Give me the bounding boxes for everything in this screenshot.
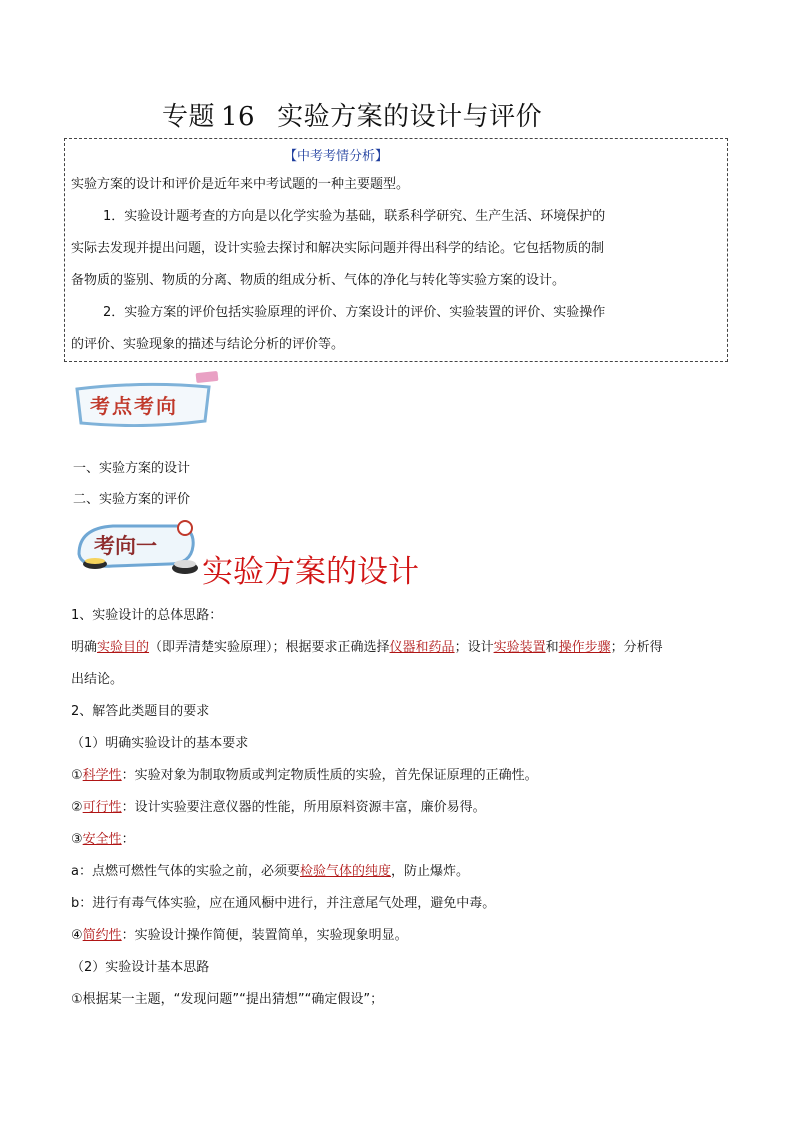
num: ③ xyxy=(71,832,83,847)
highlight-safety: 安全性 xyxy=(82,832,122,847)
outline-item-1: 一、实验方案的设计 xyxy=(73,461,191,476)
text-segment: ；分析得 xyxy=(610,640,663,655)
analysis-p1-line2: 实际去发现并提出问题，设计实验去探讨和解决实际问题并得出科学的结论。它包括物质的制 xyxy=(71,241,605,256)
req-feasible xyxy=(71,796,486,815)
highlight-apparatus: 实验装置 xyxy=(493,640,546,655)
text-segment: 明确 xyxy=(71,640,98,655)
title-text: 实验方案的设计与评价 xyxy=(277,102,543,132)
analysis-p2-line1: 2．实验方案的评价包括实验原理的评价、方案设计的评价、实验装置的评价、实验操作 xyxy=(103,305,606,320)
outline-item-2: 二、实验方案的评价 xyxy=(73,492,191,507)
highlight-purity: 检验气体的纯度 xyxy=(299,864,391,879)
text-segment: ：设计实验要注意仪器的性能，所用原料资源丰富，廉价易得。 xyxy=(121,800,486,815)
num: ④ xyxy=(71,928,83,943)
highlight-purpose: 实验目的 xyxy=(97,640,150,655)
analysis-intro: 实验方案的设计和评价是近年来中考试题的一种主要题型。 xyxy=(71,177,410,192)
last-line: ①根据某一主题，“发现问题”“提出猜想”“确定假设”； xyxy=(71,992,384,1007)
text-segment: 和 xyxy=(545,640,559,655)
num: ② xyxy=(71,800,83,815)
text-segment: ；设计 xyxy=(454,640,494,655)
analysis-heading: 【中考考情分析】 xyxy=(284,149,389,164)
text-segment: ： xyxy=(121,832,135,847)
safety-a xyxy=(71,860,469,879)
title-number: 16 xyxy=(221,102,256,132)
highlight-feasible: 可行性 xyxy=(82,800,122,815)
highlight-steps: 操作步骤 xyxy=(558,640,611,655)
s1-heading: 1、实验设计的总体思路： xyxy=(71,608,223,623)
tape-icon xyxy=(196,371,219,383)
analysis-p2-line2: 的评价、实验现象的描述与结论分析的评价等。 xyxy=(71,337,345,352)
req-scientific xyxy=(71,764,538,783)
kaodian-badge-text: 考点考向 xyxy=(90,394,178,418)
req-safety xyxy=(71,828,135,847)
sub2-heading: （2）实验设计基本思路 xyxy=(71,960,210,975)
page-title xyxy=(162,96,542,133)
sub1-heading: （1）明确实验设计的基本要求 xyxy=(71,736,249,751)
num: ① xyxy=(71,768,83,783)
req-simple xyxy=(71,924,408,943)
text-segment: ：实验设计操作简便，装置简单，实验现象明显。 xyxy=(121,928,408,943)
text-segment: ：实验对象为制取物质或判定物质性质的实验，首先保证原理的正确性。 xyxy=(121,768,538,783)
safety-b: b：进行有毒气体实验，应在通风橱中进行，并注意尾气处理，避免中毒。 xyxy=(71,896,496,911)
title-prefix: 专题 xyxy=(162,102,216,132)
text-segment: ，防止爆炸。 xyxy=(390,864,469,879)
kaoxiang-badge-text: 考向一 xyxy=(94,533,157,558)
s2-heading: 2、解答此类题目的要求 xyxy=(71,704,210,719)
section-title: 实验方案的设计 xyxy=(202,554,419,590)
highlight-simple: 简约性 xyxy=(82,928,122,943)
s1-line2: 出结论。 xyxy=(71,672,124,687)
analysis-p1-line1: 1．实验设计题考查的方向是以化学实验为基础，联系科学研究、生产生活、环境保护的 xyxy=(103,209,606,224)
highlight-instruments: 仪器和药品 xyxy=(389,640,455,655)
highlight-scientific: 科学性 xyxy=(82,768,122,783)
s1-line1 xyxy=(71,636,663,655)
analysis-p1-line3: 备物质的鉴别、物质的分离、物质的组成分析、气体的净化与转化等实验方案的设计。 xyxy=(71,273,566,288)
text-segment: a：点燃可燃性气体的实验之前，必须要 xyxy=(71,864,300,879)
text-segment: （即弄清楚实验原理）；根据要求正确选择 xyxy=(149,640,390,655)
